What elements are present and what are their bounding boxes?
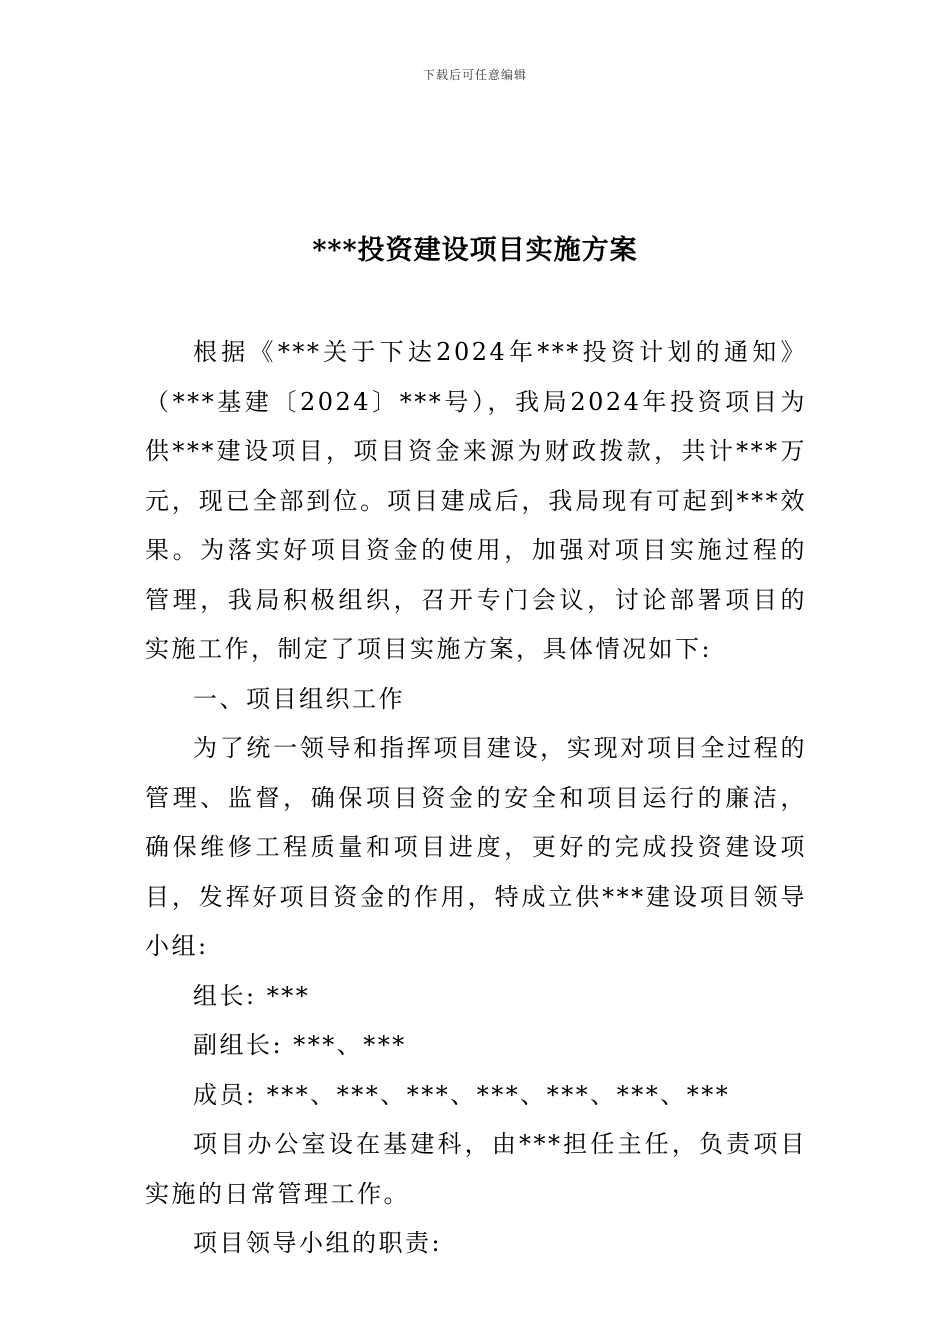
header-note: 下载后可任意编辑 bbox=[422, 68, 527, 82]
members-line: 成员: ***、***、***、***、***、***、*** bbox=[193, 1080, 731, 1109]
document-body bbox=[145, 328, 807, 1269]
section-paragraph: 为了统一领导和指挥项目建设，实现对项目全过程的管理、监督，确保项目资金的安全和项目运行的廉洁，确保维修工程质量和项目进度，更好的完成投资建设项目，发挥好项目资金的作用，特成立供***建设项目领导小组: bbox=[145, 734, 807, 960]
duties-heading: 项目领导小组的职责: bbox=[193, 1229, 443, 1257]
deputy-leader-line: 副组长: ***、*** bbox=[193, 1031, 407, 1059]
leader-line: 组长: *** bbox=[193, 981, 311, 1010]
intro-paragraph: 根据《***关于下达2024年***投资计划的通知》（***基建〔2024〕***号），我局2024年投资项目为供***建设项目，项目资金来源为财政拨款，共计***万元，现已全部到位。项目建成后，我局现有可起到***效果。为落实好项目资金的使用，加强对项目实施过程的管理，我局积极组织，召开专门会议，讨论部署项目的实施工作，制定了项目实施方案，具体情况如下: bbox=[145, 338, 807, 663]
section-heading-1: 一、项目组织工作 bbox=[193, 684, 405, 713]
office-paragraph: 项目办公室设在基建科，由***担任主任，负责项目实施的日常管理工作。 bbox=[145, 1130, 807, 1208]
document-title: ***投资建设项目实施方案 bbox=[312, 235, 638, 266]
